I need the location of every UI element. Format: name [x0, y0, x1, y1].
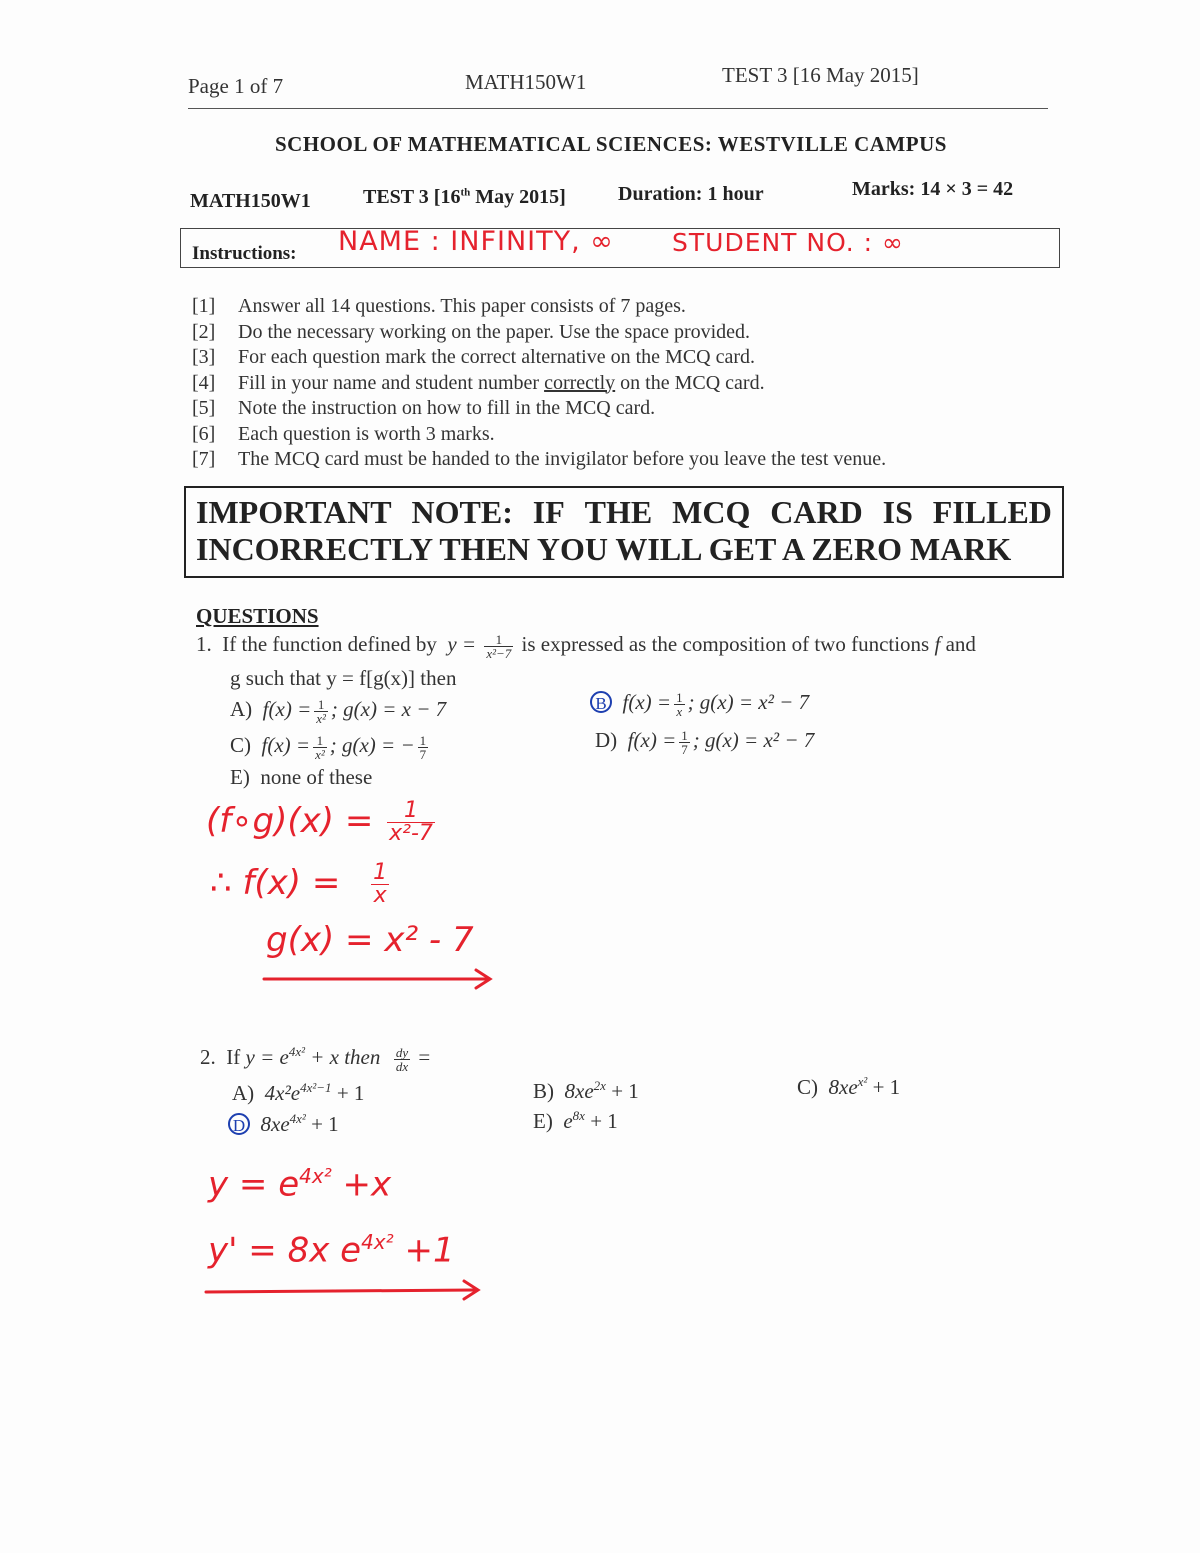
- course-code-header: MATH150W1: [465, 70, 587, 94]
- instruction-item: [5] Note the instruction on how to fill in the MCQ card.: [192, 397, 656, 419]
- q1-stem-line2: g such that y = f[g(x)] then: [230, 666, 457, 690]
- handwritten-name: NAME : INFINITY, ∞: [338, 226, 614, 257]
- handwritten-student-no: STUDENT NO. : ∞: [672, 228, 904, 257]
- instruction-item: [1] Answer all 14 questions. This paper consists of 7 pages.: [192, 295, 686, 317]
- q2-option-c: C) $8xe^{x^2} + 1$: [797, 1074, 901, 1099]
- instruction-item: [4] Fill in your name and student number correctly on the MCQ card.: [192, 371, 765, 394]
- important-note-line2: INCORRECTLY THEN YOU WILL GET A ZERO MARK: [196, 531, 1012, 567]
- q1-work-line2: ∴ f(x) = $\frac{1}{x}$: [210, 860, 388, 908]
- q1-option-c: C) f(x) = $\frac{1}{\text{x²}}$ ; g(x) = − $\frac{1}{7}$: [230, 732, 427, 762]
- q1-option-d: D) f(x) = $\frac{1}{7}$ ; g(x) = x² − 7: [595, 727, 815, 757]
- q1-option-b: B f(x) = $\frac{1}{x}$ ; g(x) = x² − 7: [590, 690, 809, 718]
- instruction-item: [7] The MCQ card must be handed to the invigilator before you leave the test venue.: [192, 448, 887, 470]
- q1-option-e: E) none of these: [230, 765, 373, 789]
- test-date-header: TEST 3 [16 May 2015]: [722, 63, 919, 87]
- q1-work-line1: (f∘g)(x) = $\frac{1}{\text{x²-7}}$: [206, 798, 433, 846]
- q1-work-line3: g(x) = x² - 7: [266, 920, 474, 960]
- q2-option-d: D $8xe^{4x^2} + 1$: [228, 1111, 339, 1137]
- selected-answer-circle: D: [228, 1113, 250, 1135]
- q2-underline-arrow: [206, 1281, 478, 1299]
- q1-option-a: A) f(x) = $\frac{1}{\text{x²}}$ ; g(x) = x − 7: [230, 696, 447, 726]
- questions-heading: QUESTIONS: [196, 604, 319, 628]
- q2-option-a: A) $4x^2e^{4x^2-1} + 1$: [232, 1080, 365, 1105]
- instruction-item: [3] For each question mark the correct alternative on the MCQ card.: [192, 346, 756, 368]
- important-note-line1: IMPORTANT NOTE: IF THE MCQ CARD IS FILLED: [196, 494, 1052, 530]
- instruction-item: [2] Do the necessary working on the paper. Use the space provided.: [192, 320, 751, 343]
- q2-work-line2: y' = 8x $e^{4x^2} +1$: [208, 1230, 455, 1271]
- q1-fraction: $\frac{1}{\text{x²−7}}$: [486, 631, 512, 661]
- q2-option-e: E) $e^{8x} + 1$: [533, 1108, 618, 1133]
- meta-code: MATH150W1: [190, 190, 311, 212]
- q1-underline-arrow: [264, 970, 490, 988]
- q2-work-line1: $y = e^{4x^2} +x$: [208, 1164, 392, 1205]
- q2-stem: 2. If $y = e^{4x^2} + x$ then $\frac{dy}{dx}$ =: [200, 1044, 431, 1074]
- meta-test: TEST 3 [16th May 2015]: [363, 186, 566, 208]
- instructions-label: Instructions:: [192, 243, 297, 264]
- school-title: SCHOOL OF MATHEMATICAL SCIENCES: WESTVILLE CAMPUS: [275, 132, 947, 156]
- instruction-item: [6] Each question is worth 3 marks.: [192, 422, 495, 445]
- q2-option-b: B) $8xe^{2x} + 1$: [533, 1078, 639, 1103]
- meta-marks: Marks: 14 × 3 = 42: [852, 178, 1014, 200]
- selected-answer-circle: B: [590, 691, 612, 713]
- meta-duration: Duration: 1 hour: [618, 183, 764, 205]
- page-number: Page 1 of 7: [188, 74, 284, 98]
- q1-stem-line1: 1. If the function defined by y = $\frac{1}{\text{x²−7}}$ is expressed as the composition of two functions f and: [196, 631, 976, 661]
